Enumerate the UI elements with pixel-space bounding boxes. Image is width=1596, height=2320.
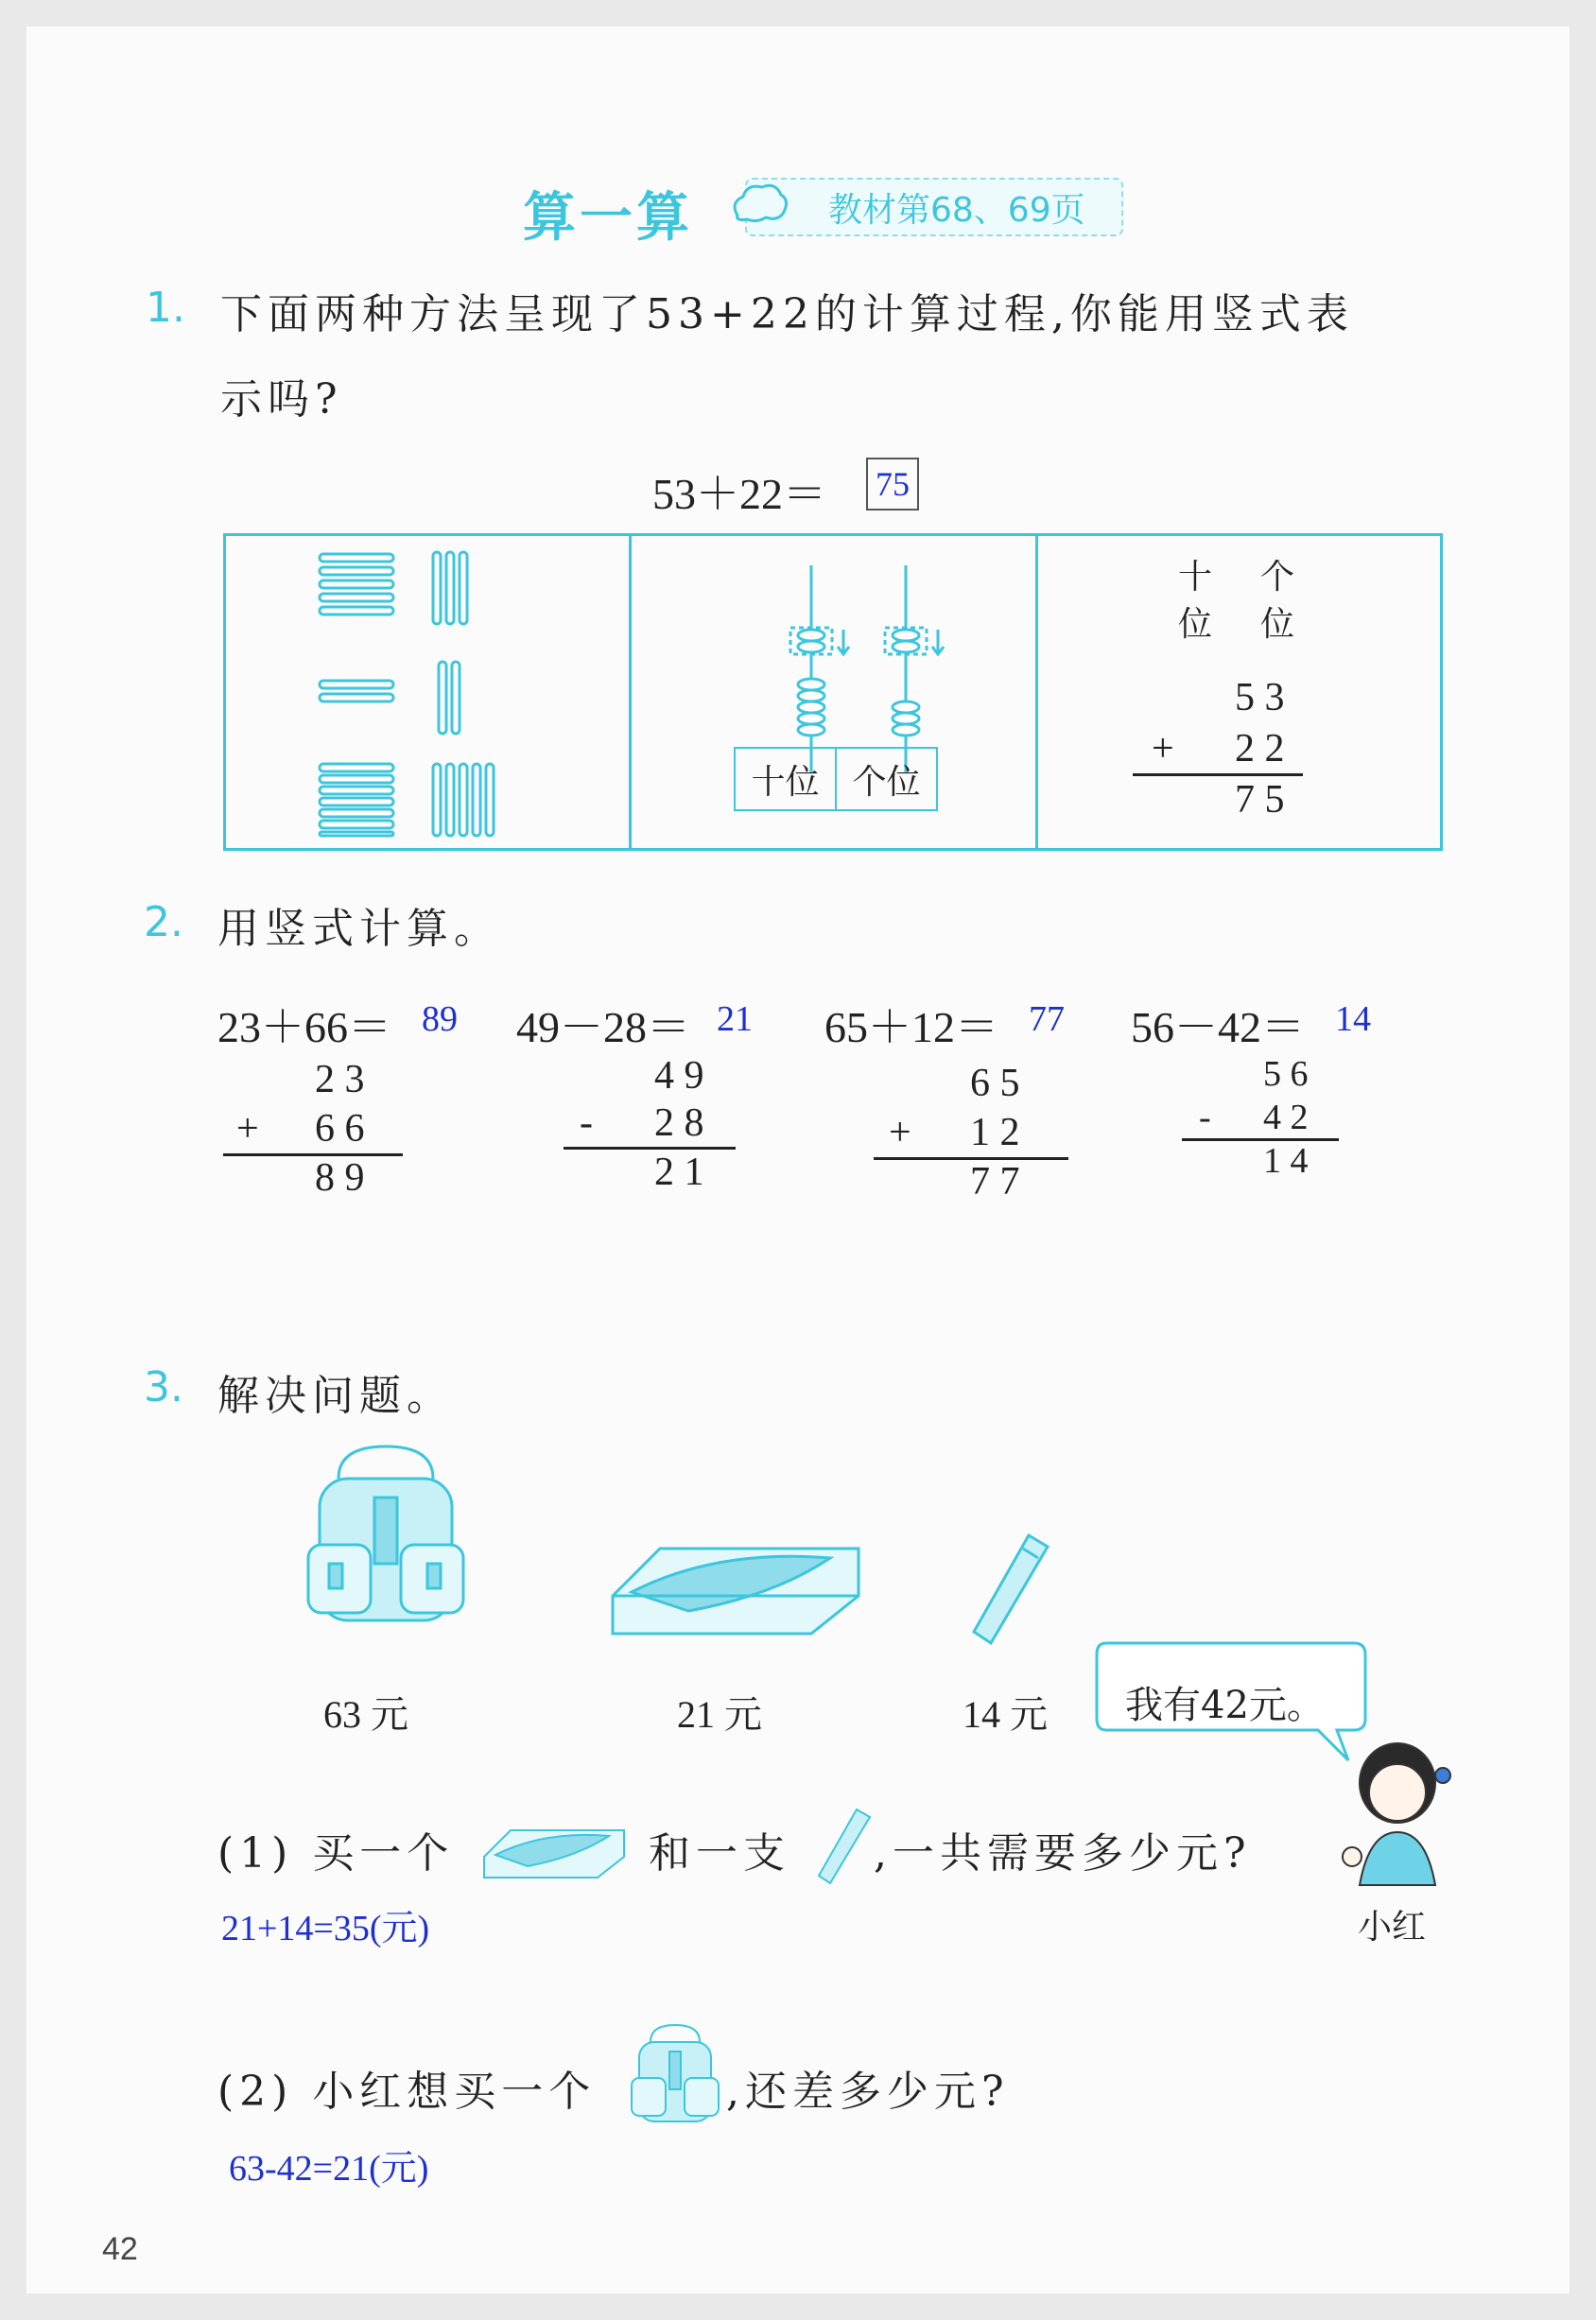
vertical-addend-2: 2 2 [1235,727,1285,770]
price-backpack: 63 元 [323,1693,408,1736]
girl-icon [1331,1734,1464,1895]
q2-v3-op: + [889,1111,911,1154]
q2-v1-line [223,1153,403,1156]
q2-text: 用竖式计算。 [217,905,501,953]
q2-v1-op: + [236,1107,259,1151]
q2-v3-bottom: 1 2 [970,1111,1020,1154]
q3-sub2-answer: 63-42=21(元) [229,2149,429,2189]
q2-v4-bottom: 4 2 [1263,1098,1309,1137]
q2-v4-top: 5 6 [1263,1054,1309,1094]
tens-label: 十位 [736,749,837,809]
q3-text: 解决问题。 [217,1372,454,1420]
col-header-ones-2: 位 [1260,605,1295,644]
pen-small-icon [811,1804,877,1889]
vertical-result: 7 5 [1235,778,1285,822]
ones-label: 个位 [852,762,921,802]
q2-v3-result: 7 7 [970,1160,1020,1203]
col-header-ones: 个 [1260,558,1295,597]
q2-v4-line [1182,1138,1339,1141]
page-number: 42 [102,2231,138,2267]
q1-number: 1. [146,284,185,332]
cloud-icon [726,178,792,234]
q2-v2-op: - [580,1101,593,1145]
counting-sticks [301,545,584,838]
q2-answer-4: 14 [1335,999,1371,1039]
q2-v4-op: - [1199,1098,1211,1137]
bubble-text: 我有42元。 [1125,1684,1325,1727]
backpack-icon [301,1441,471,1630]
q2-v2-top: 4 9 [654,1054,704,1098]
q2-expr-2: 49－28＝ [516,1003,690,1051]
workbook-page [26,26,1570,2294]
q2-v2-line [564,1147,736,1150]
q2-v1-result: 8 9 [315,1156,365,1200]
divider [629,533,632,851]
price-pencilcase: 21 元 [677,1693,762,1736]
q2-expr-4: 56－42＝ [1131,1003,1305,1051]
q3-sub1-part-b: 和一支 [649,1829,790,1878]
q1-text-line2: 示吗? [220,375,343,424]
q3-number: 3. [144,1363,183,1411]
q2-expr-1: 23＋66＝ [217,1003,391,1051]
q2-answer-1: 89 [422,999,458,1039]
sum-line [1133,773,1303,776]
col-header-tens: 十 [1178,558,1213,597]
q2-v2-bottom: 2 8 [654,1101,704,1145]
abacus [745,565,972,773]
divider [1035,533,1038,851]
q3-sub2-part-b: ,还差多少元? [726,2068,1010,2116]
girl-name: 小红 [1358,1908,1427,1947]
q3-sub1-part-a: (1) 买一个 [217,1829,455,1878]
q2-expr-3: 65＋12＝ [824,1003,998,1051]
q2-answer-3: 77 [1029,999,1065,1039]
textbook-ref: 教材第68、69页 [828,191,1085,230]
q2-v1-bottom: 6 6 [315,1107,365,1151]
abacus-label-box [734,747,938,811]
q3-sub1-answer: 21+14=35(元) [221,1909,430,1948]
pencil-case-small-icon [478,1819,630,1885]
q2-v4-result: 1 4 [1263,1141,1309,1181]
q2-v2-result: 2 1 [654,1151,704,1194]
vertical-operator: + [1152,727,1174,770]
q3-sub2-part-a: (2) 小红想买一个 [217,2068,597,2116]
col-header-tens-2: 位 [1178,605,1213,644]
q2-v1-top: 2 3 [315,1058,365,1101]
q1-answer-box [866,458,919,511]
q1-text-line1: 下面两种方法呈现了53+22的计算过程,你能用竖式表 [220,290,1354,338]
pencil-case-icon [603,1530,868,1643]
pen-icon [963,1530,1057,1653]
q2-v3-top: 6 5 [970,1062,1020,1105]
vertical-addend-1: 5 3 [1235,676,1285,719]
backpack-small-icon [628,2021,722,2125]
q1-equation: 53＋22＝ [652,470,826,518]
q2-number: 2. [144,898,183,946]
q1-answer: 75 [876,465,910,503]
q3-sub1-part-c: ,一共需要多少元? [874,1829,1252,1878]
q2-answer-2: 21 [717,999,753,1039]
price-pen: 14 元 [963,1693,1048,1736]
section-title: 算一算 [523,187,693,249]
